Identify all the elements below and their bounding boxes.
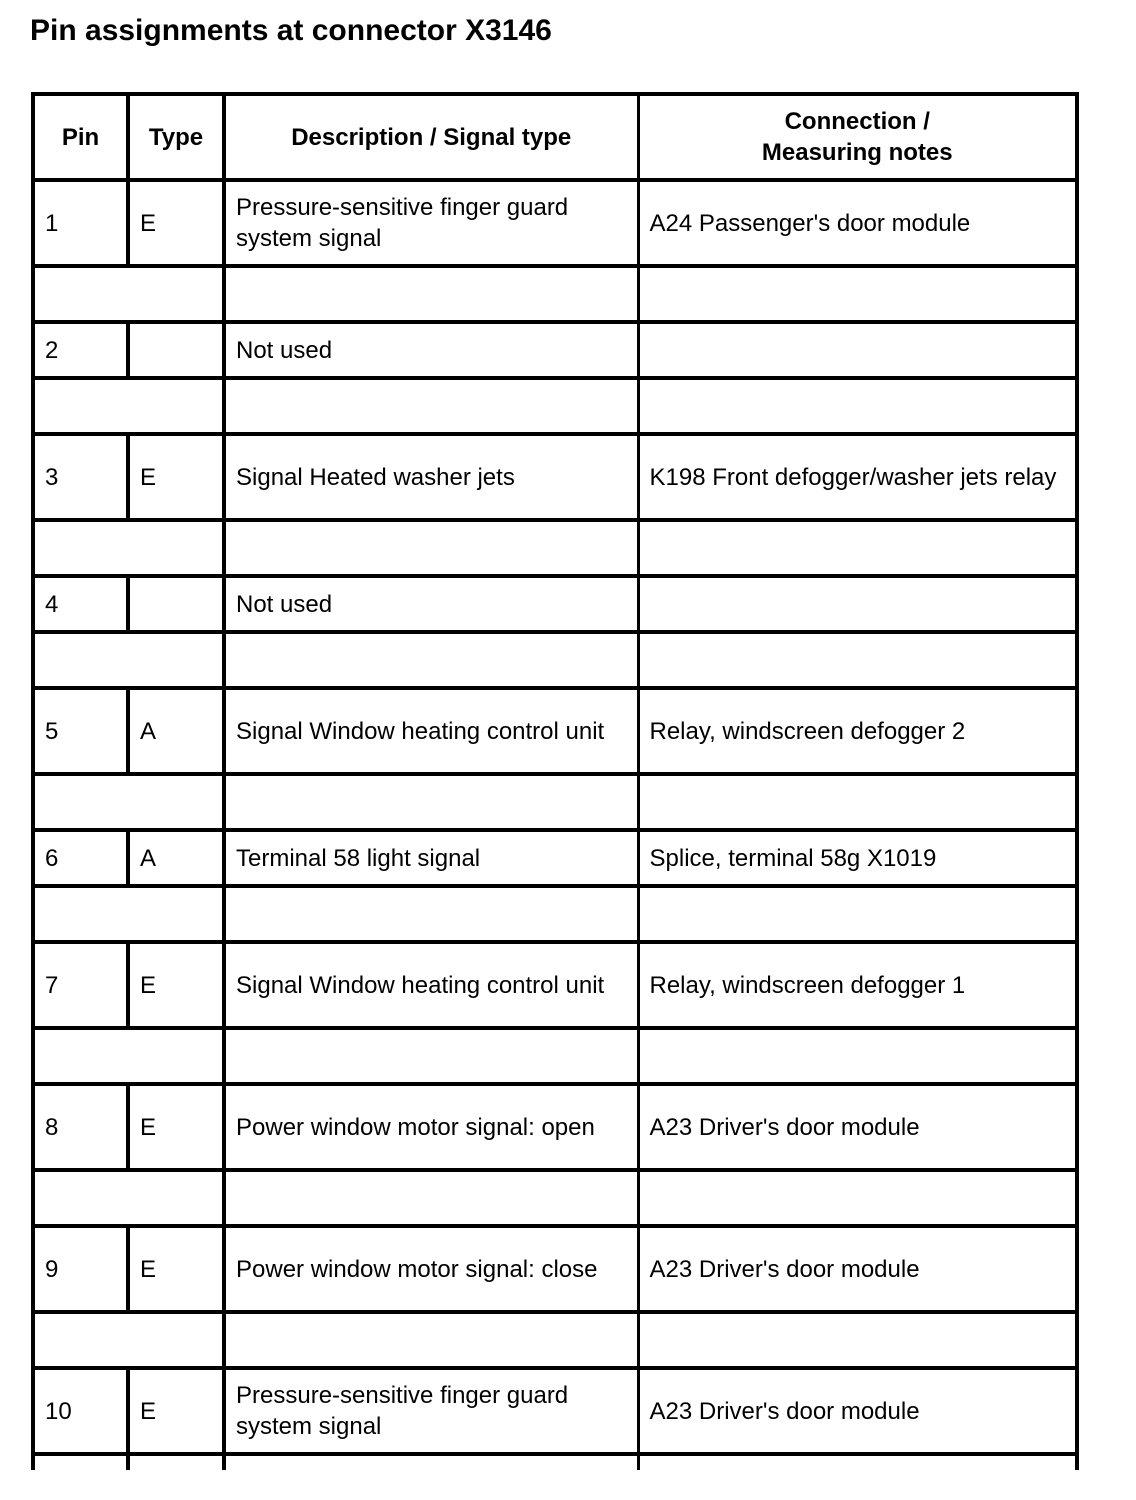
pin-cell: 5 [33,688,128,774]
connection-cell: Relay, windscreen defogger 1 [638,942,1077,1028]
table-row [33,1368,1077,1454]
connection-cell: Splice, terminal 58g X1019 [638,830,1077,886]
spacer-row [33,520,1077,576]
type-cell: A [128,830,224,886]
pin-cell: 1 [33,180,128,266]
description-cell: Not used [224,576,638,632]
connection-cell: Relay, windscreen defogger 2 [638,688,1077,774]
type-cell: A [128,688,224,774]
description-cell: Not used [224,322,638,378]
connection-cell: A23 Driver's door module [638,1368,1077,1454]
description-cell: Power window motor signal: open [224,1084,638,1170]
table-row [33,1084,1077,1170]
description-cell: Signal Heated washer jets [224,434,638,520]
description-cell: Terminal 58 light signal [224,830,638,886]
spacer-row [33,1312,1077,1368]
spacer-row [33,266,1077,322]
pin-cell: 3 [33,434,128,520]
connection-cell: A24 Passenger's door module [638,180,1077,266]
description-cell: Pressure-sensitive finger guard system signal [224,180,638,266]
table-row [33,830,1077,886]
pin-cell: 10 [33,1368,128,1454]
header-pin: Pin [33,94,128,180]
connection-cell [638,576,1077,632]
type-cell: E [128,180,224,266]
type-cell: E [128,1226,224,1312]
pin-cell: 8 [33,1084,128,1170]
continuation-row [33,1454,1077,1470]
pin-cell: 7 [33,942,128,1028]
table-header-row [33,94,1077,180]
table-row [33,322,1077,378]
header-connection-line1: Connection / [784,108,930,135]
spacer-row [33,774,1077,830]
header-connection [638,94,1077,180]
connection-cell: A23 Driver's door module [638,1226,1077,1312]
spacer-row [33,1028,1077,1084]
table-row [33,1226,1077,1312]
type-cell: E [128,1368,224,1454]
table-row [33,180,1077,266]
type-cell: E [128,942,224,1028]
connection-cell [638,322,1077,378]
table-row [33,688,1077,774]
table-row [33,942,1077,1028]
pin-assignment-table [31,92,1079,1470]
connection-cell: A23 Driver's door module [638,1084,1077,1170]
connection-cell: K198 Front defogger/washer jets relay [638,434,1077,520]
type-cell [128,322,224,378]
type-cell [128,576,224,632]
spacer-row [33,886,1077,942]
header-connection-line2: Measuring notes [761,139,953,166]
type-cell: E [128,1084,224,1170]
type-cell: E [128,434,224,520]
pin-cell: 4 [33,576,128,632]
header-type: Type [128,94,224,180]
description-cell: Power window motor signal: close [224,1226,638,1312]
spacer-row [33,632,1077,688]
description-cell: Signal Window heating control unit [224,942,638,1028]
pin-cell: 2 [33,322,128,378]
table-row [33,434,1077,520]
page-title: Pin assignments at connector X3146 [30,14,552,47]
pin-cell: 6 [33,830,128,886]
pin-cell: 9 [33,1226,128,1312]
description-cell: Signal Window heating control unit [224,688,638,774]
table-row [33,576,1077,632]
spacer-row [33,378,1077,434]
header-description: Description / Signal type [224,94,638,180]
description-cell: Pressure-sensitive finger guard system signal [224,1368,638,1454]
spacer-row [33,1170,1077,1226]
